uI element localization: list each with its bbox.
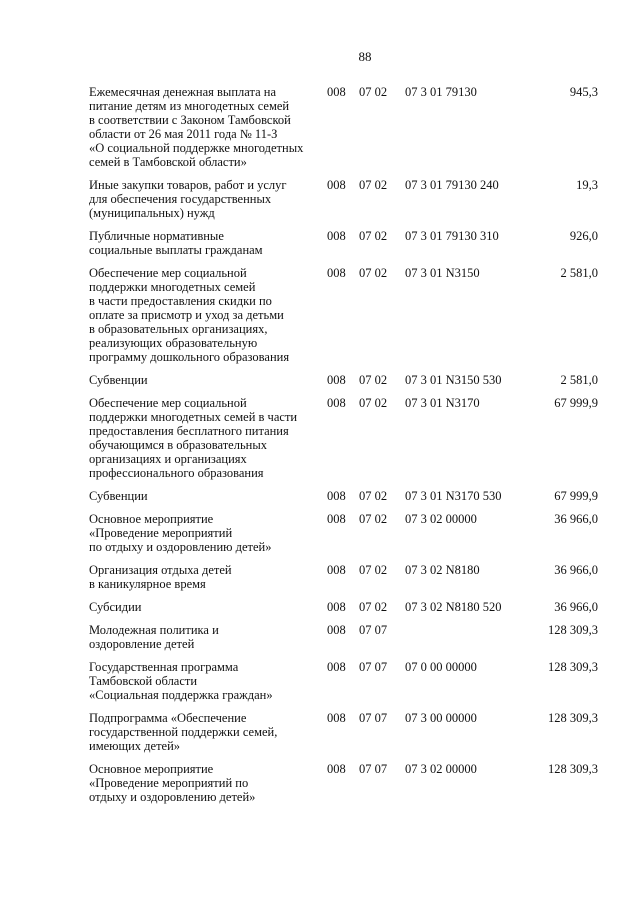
budget-table [0, 85, 640, 804]
table-row [0, 762, 640, 804]
row-description: Основное мероприятие «Проведение мероприятий по отдыху и оздоровлению детей» [89, 762, 256, 804]
row-section-code: 07 02 [359, 512, 388, 526]
row-amount: 128 309,3 [548, 660, 598, 674]
table-row [0, 563, 640, 591]
row-amount: 67 999,9 [554, 396, 598, 410]
row-description: Обеспечение мер социальной поддержки многодетных семей в части предоставления скидки по оплате за присмотр и уход за детьми в образовательных организациях, реализующих образовательную программу дошкольного образования [89, 266, 290, 364]
table-row [0, 266, 640, 364]
row-amount: 128 309,3 [548, 711, 598, 725]
row-grbs-code: 008 [327, 266, 346, 280]
row-section-code: 07 07 [359, 623, 388, 637]
table-row [0, 512, 640, 554]
row-grbs-code: 008 [327, 178, 346, 192]
row-program-code: 07 3 01 N3150 [405, 266, 480, 280]
row-grbs-code: 008 [327, 373, 346, 387]
row-section-code: 07 02 [359, 489, 388, 503]
row-description: Государственная программа Тамбовской области «Социальная поддержка граждан» [89, 660, 273, 702]
row-program-code: 07 3 02 N8180 [405, 563, 480, 577]
row-description: Публичные нормативные социальные выплаты гражданам [89, 229, 263, 257]
row-section-code: 07 07 [359, 660, 388, 674]
row-section-code: 07 02 [359, 600, 388, 614]
row-program-code: 07 3 02 N8180 520 [405, 600, 502, 614]
table-row [0, 229, 640, 257]
row-description: Субсидии [89, 600, 142, 614]
row-amount: 36 966,0 [554, 600, 598, 614]
row-grbs-code: 008 [327, 711, 346, 725]
row-description: Организация отдыха детей в каникулярное время [89, 563, 232, 591]
row-grbs-code: 008 [327, 563, 346, 577]
row-program-code: 07 3 02 00000 [405, 512, 477, 526]
table-row [0, 711, 640, 753]
row-amount: 2 581,0 [560, 266, 598, 280]
row-section-code: 07 02 [359, 266, 388, 280]
row-description: Субвенции [89, 373, 148, 387]
table-row [0, 373, 640, 387]
row-section-code: 07 02 [359, 373, 388, 387]
row-program-code: 07 3 01 N3170 [405, 396, 480, 410]
row-description: Подпрограмма «Обеспечение государственной поддержки семей, имеющих детей» [89, 711, 278, 753]
row-description: Иные закупки товаров, работ и услуг для обеспечения государственных (муниципальных) нужд [89, 178, 287, 220]
row-description: Основное мероприятие «Проведение мероприятий по отдыху и оздоровлению детей» [89, 512, 272, 554]
row-grbs-code: 008 [327, 396, 346, 410]
table-row [0, 489, 640, 503]
row-amount: 36 966,0 [554, 512, 598, 526]
row-program-code: 07 3 01 79130 [405, 85, 477, 99]
row-grbs-code: 008 [327, 229, 346, 243]
row-grbs-code: 008 [327, 512, 346, 526]
table-row [0, 660, 640, 702]
row-amount: 2 581,0 [560, 373, 598, 387]
row-amount: 67 999,9 [554, 489, 598, 503]
row-section-code: 07 02 [359, 563, 388, 577]
row-program-code: 07 0 00 00000 [405, 660, 477, 674]
row-program-code: 07 3 01 N3150 530 [405, 373, 502, 387]
row-grbs-code: 008 [327, 623, 346, 637]
row-section-code: 07 02 [359, 396, 388, 410]
row-amount: 128 309,3 [548, 623, 598, 637]
row-description: Ежемесячная денежная выплата на питание детям из многодетных семей в соответствии с Законом Тамбовской области от 26 мая 2011 года № 11-З «О социальной поддержке многодетных семей в Тамбовской области» [89, 85, 304, 169]
row-program-code: 07 3 01 79130 240 [405, 178, 499, 192]
row-amount: 36 966,0 [554, 563, 598, 577]
row-grbs-code: 008 [327, 762, 346, 776]
row-section-code: 07 07 [359, 711, 388, 725]
row-description: Субвенции [89, 489, 148, 503]
row-program-code: 07 3 02 00000 [405, 762, 477, 776]
page-number: 88 [358, 49, 372, 64]
row-section-code: 07 07 [359, 762, 388, 776]
table-row [0, 178, 640, 220]
row-grbs-code: 008 [327, 489, 346, 503]
row-section-code: 07 02 [359, 178, 388, 192]
row-description: Молодежная политика и оздоровление детей [89, 623, 219, 651]
row-program-code: 07 3 01 N3170 530 [405, 489, 502, 503]
row-amount: 945,3 [569, 85, 598, 99]
row-program-code: 07 3 01 79130 310 [405, 229, 499, 243]
table-row [0, 396, 640, 480]
table-row [0, 600, 640, 614]
table-row [0, 85, 640, 169]
row-amount: 128 309,3 [548, 762, 598, 776]
row-section-code: 07 02 [359, 85, 388, 99]
row-grbs-code: 008 [327, 600, 346, 614]
row-section-code: 07 02 [359, 229, 388, 243]
row-grbs-code: 008 [327, 660, 346, 674]
row-grbs-code: 008 [327, 85, 346, 99]
table-row [0, 623, 640, 651]
row-amount: 19,3 [576, 178, 598, 192]
row-program-code: 07 3 00 00000 [405, 711, 477, 725]
row-amount: 926,0 [569, 229, 598, 243]
row-description: Обеспечение мер социальной поддержки многодетных семей в части предоставления бесплатного питания обучающимся в образовательных организациях и организациях профессионального образования [89, 396, 298, 480]
